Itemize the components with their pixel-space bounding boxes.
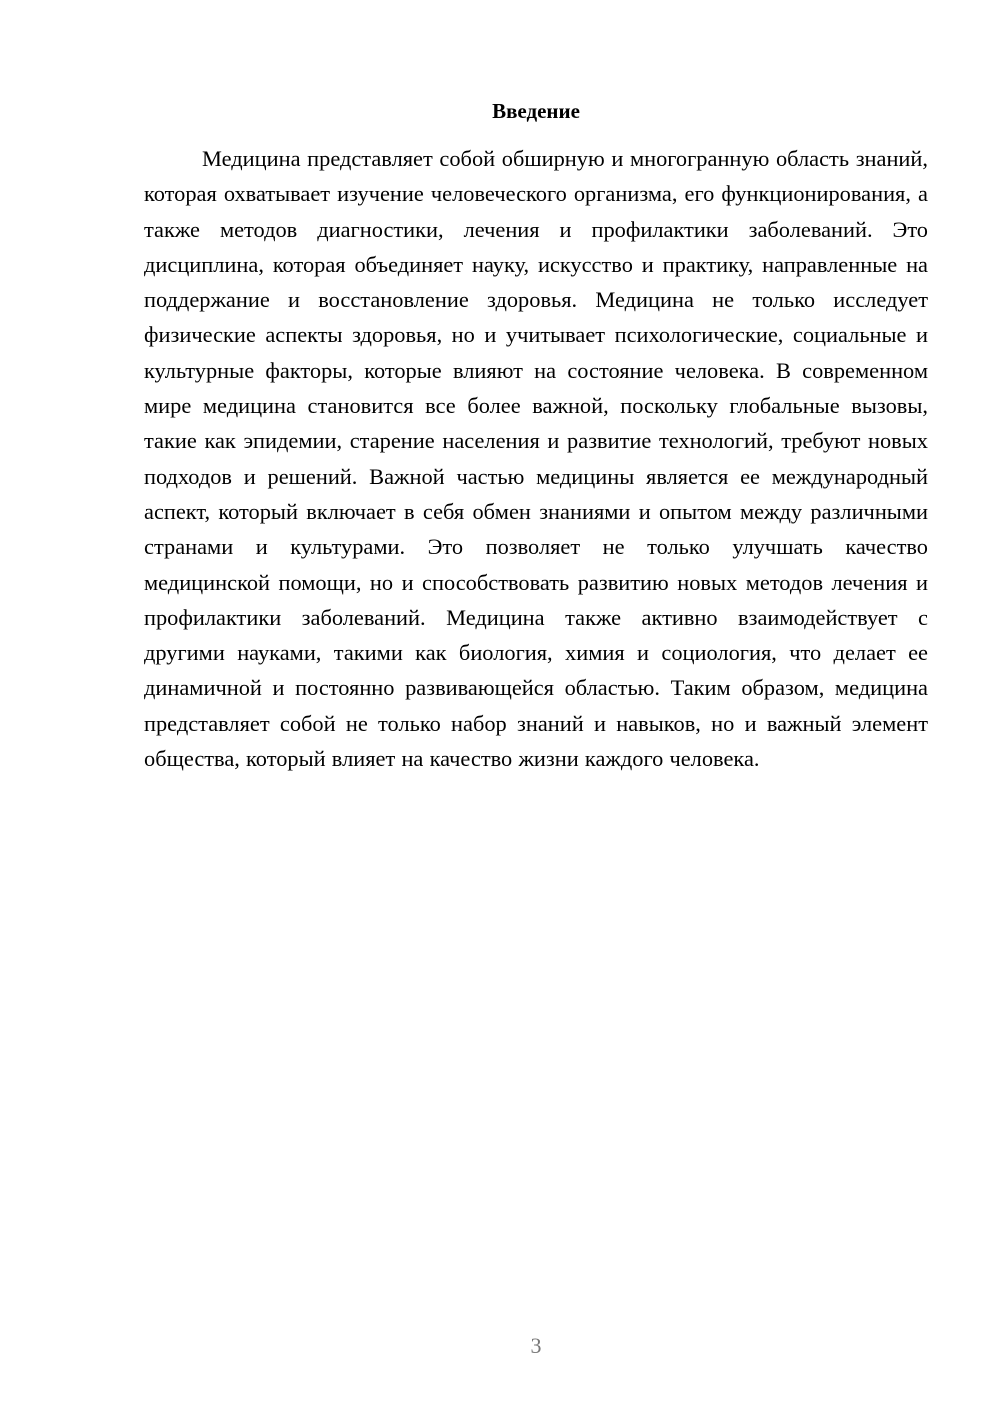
page-number: 3: [530, 1333, 542, 1358]
body-paragraph: Медицина представляет собой обширную и многогранную область знаний, которая охватывает изучение человеческого организма, его функционирования, а также методов диагностики, лечения и профилактики заболеваний. Это дисциплина, которая объединяет науку, искусство и практику, направленные на поддержание и восстановление здоровья. Медицина не только исследует физические аспекты здоровья, но и учитывает психологические, социальные и культурные факторы, которые влияют на состояние человека. В современном мире медицина становится все более важной, поскольку глобальные вызовы, такие как эпидемии, старение населения и развитие технологий, требуют новых подходов и решений. Важной частью медицины является ее международный аспект, который включает в себя обмен знаниями и опытом между различными странами и культурами. Это позволяет не только улучшать качество медицинской помощи, но и способствовать развитию новых методов лечения и профилактики заболеваний. Медицина также активно взаимодействует с другими науками, такими как биология, химия и социология, что делает ее динамичной и постоянно развивающейся областью. Таким образом, медицина представляет собой не только набор знаний и навыков, но и важный элемент общества, который влияет на качество жизни каждого человека.: [144, 146, 928, 772]
section-heading: Введение: [492, 99, 580, 123]
